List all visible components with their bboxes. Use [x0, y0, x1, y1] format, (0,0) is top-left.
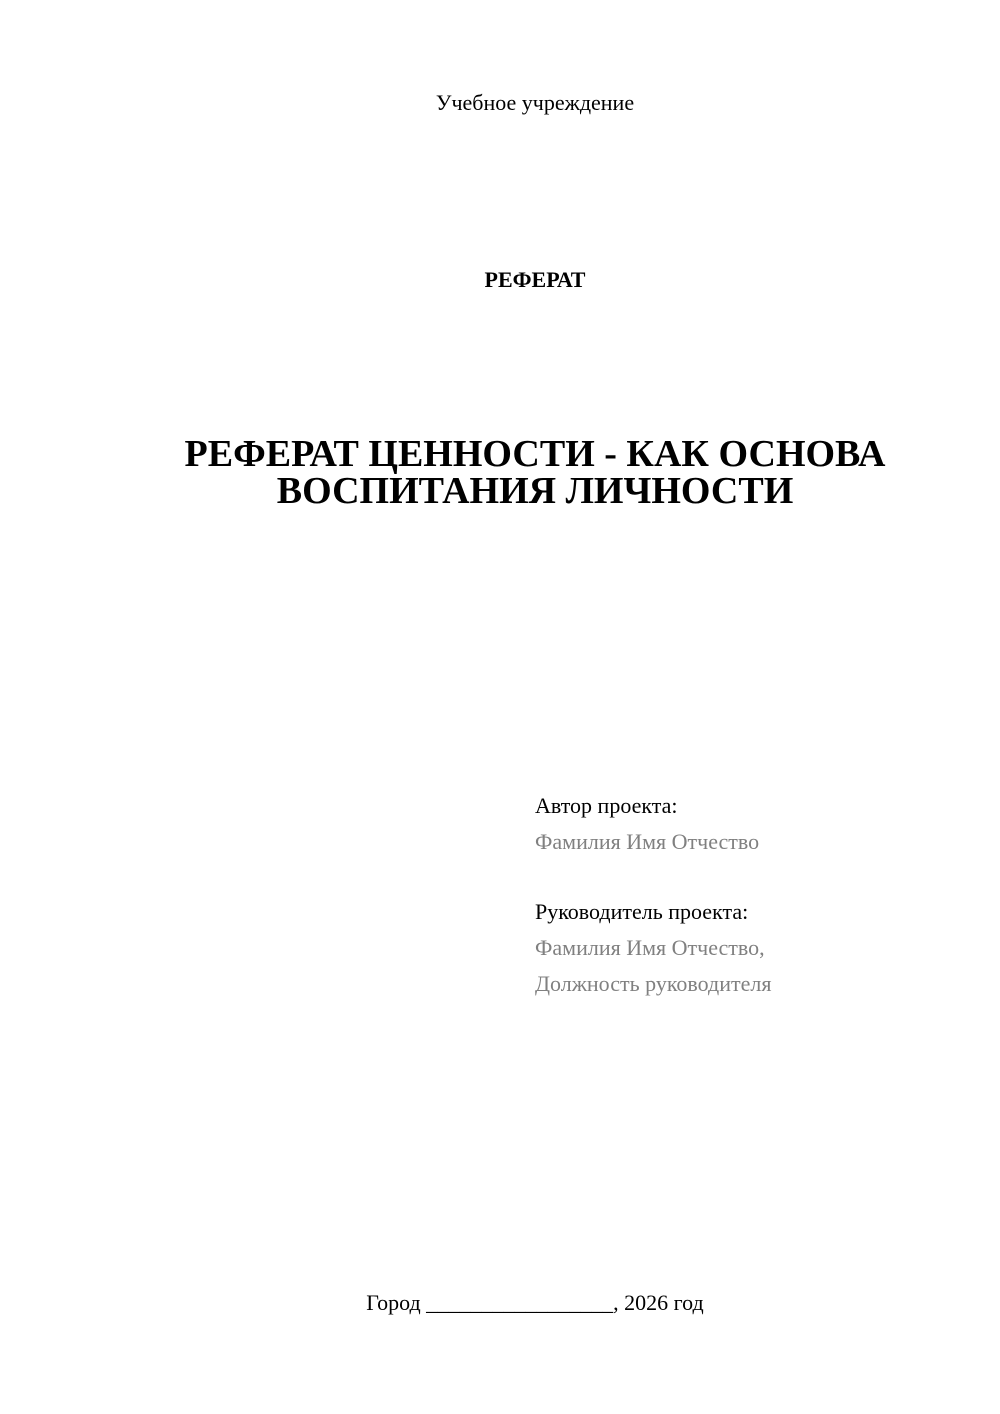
document-title-line-2: ВОСПИТАНИЯ ЛИЧНОСТИ — [276, 470, 794, 512]
author-label: Автор проекта: — [535, 793, 678, 818]
institution-name: Учебное учреждение — [435, 90, 635, 115]
spacer — [535, 860, 975, 894]
supervisor-position: Должность руководителя — [535, 971, 772, 996]
project-info — [535, 788, 975, 1002]
supervisor-label: Руководитель проекта: — [535, 899, 749, 924]
author-name: Фамилия Имя Отчество — [535, 829, 760, 854]
document-type: РЕФЕРАТ — [484, 267, 586, 292]
supervisor-name: Фамилия Имя Отчество, — [535, 935, 765, 960]
document-title-line-1: РЕФЕРАТ ЦЕННОСТИ - КАК ОСНОВА — [184, 433, 886, 475]
document-title — [100, 433, 970, 512]
city-year-line: Город _________________, 2026 год — [366, 1290, 704, 1315]
